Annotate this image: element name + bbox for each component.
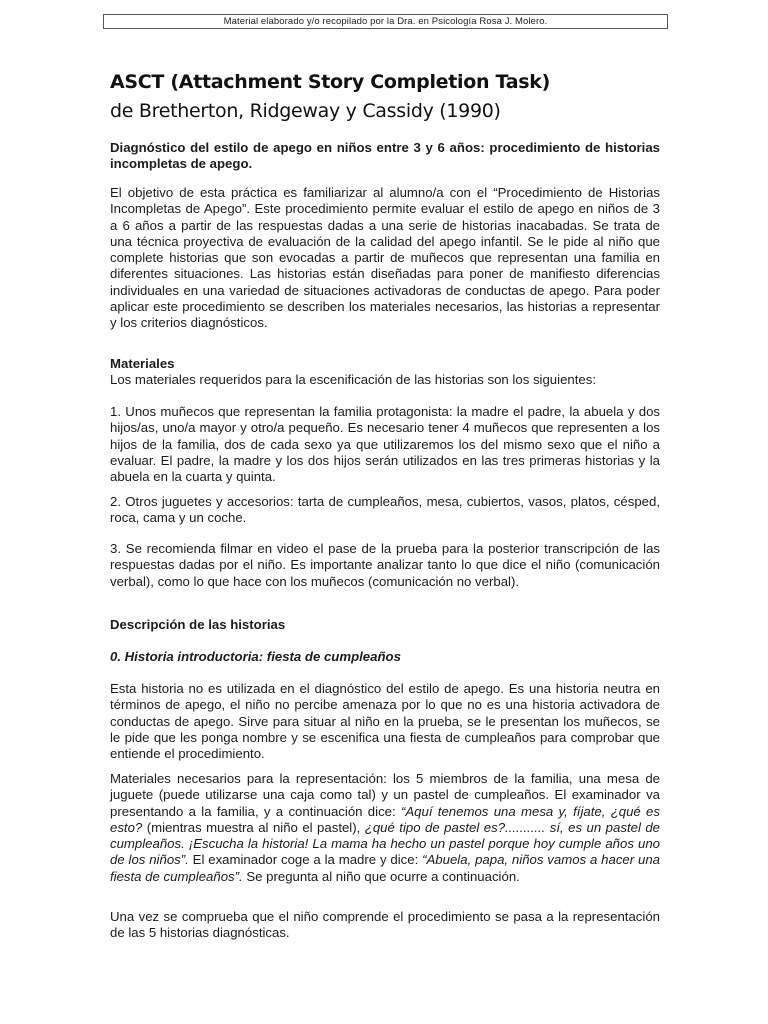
materials-intro: Los materiales requeridos para la escenificación de las historias son los siguientes:: [110, 372, 596, 387]
materials-item-2: 2. Otros juguetes y accesorios: tarta de cumpleaños, mesa, cubiertos, vasos, platos, césped, roca, cama y un coche.: [110, 494, 660, 526]
quote-3: “Abuela, papa, niños vamos a hacer una fiesta de cumpleaños”.: [110, 852, 661, 884]
quote-2-note: El examinador coge a la madre y dice:: [188, 852, 423, 868]
story0-heading: 0. Historia introductoria: fiesta de cumpleaños: [110, 649, 401, 664]
materials-item-1: 1. Unos muñecos que representan la familia protagonista: la madre el padre, la abuela y dos hijos/as, uno/a mayor y otro/a pequeño. Es necesario tener 4 muñecos que representen a los hijos de la familia, dos de cada sexo ya que utilizaremos los del mismo sexo que el niño a evaluar. El padre, la madre y los dos hijos serán utilizados en las tres primeras historias y la abuela en la cuarta y quinta.: [110, 404, 660, 485]
story0-materials: [110, 771, 660, 885]
quote-1-note: (mientras muestra al niño el pastel),: [142, 819, 361, 835]
quote-1: “Aquí tenemos una mesa y, fíjate, ¿qué es esto?: [110, 803, 660, 835]
story0-materials-text: Materiales necesarios para la representación: los 5 miembros de la familia, una mesa de juguete (puede utilizarse una caja como tal) y un pastel de cumpleaños. El examinador va presentando a la familia, y a continuación dice:: [110, 771, 660, 819]
header-credit: Material elaborado y/o recopilado por la Dra. en Psicología Rosa J. Molero.: [103, 14, 668, 29]
quote-3-note: Se pregunta al niño que ocurre a continuación.: [242, 868, 520, 884]
document-title: ASCT (Attachment Story Completion Task): [110, 71, 551, 93]
document-subtitle: de Bretherton, Ridgeway y Cassidy (1990): [110, 100, 501, 122]
materials-heading: Materiales: [110, 356, 175, 371]
intro-paragraph: El objetivo de esta práctica es familiarizar al alumno/a con el “Procedimiento de Historias Incompletas de Apego”. Este procedimiento permite evaluar el estilo de apego en niños de 3 a 6 años a partir de las respuestas dadas a una serie de historias inacabadas. Se trata de una técnica proyectiva de evaluación de la calidad del apego infantil. Se le pide al niño que complete historias que son evocadas a partir de muñecos que representan una familia en diferentes situaciones. Las historias están diseñadas para poner de manifiesto diferencias individuales en una variedad de situaciones activadoras de conductas de apego. Para poder aplicar este procedimiento se describen los materiales necesarios, las historias a representar y los criterios diagnósticos.: [110, 185, 660, 331]
main-heading: Diagnóstico del estilo de apego en niños entre 3 y 6 años: procedimiento de historias incompletas de apego.: [110, 140, 660, 172]
stories-heading: Descripción de las historias: [110, 617, 286, 632]
closing-paragraph: Una vez se comprueba que el niño comprende el procedimiento se pasa a la representación de las 5 historias diagnósticas.: [110, 909, 660, 941]
story0-paragraph: Esta historia no es utilizada en el diagnóstico del estilo de apego. Es una historia neutra en términos de apego, el niño no percibe amenaza por lo que no es una historia activadora de conductas de apego. Sirve para situar al niño en la prueba, se le presentan los muñecos, se le pide que les ponga nombre y se escenifica una fiesta de cumpleaños para comprobar que entiende el procedimiento.: [110, 681, 660, 762]
materials-item-3: 3. Se recomienda filmar en video el pase de la prueba para la posterior transcripción de las respuestas dadas por el niño. Es importante analizar tanto lo que dice el niño (comunicación verbal), como lo que hace con los muñecos (comunicación no verbal).: [110, 541, 660, 589]
quote-2: ¿qué tipo de pastel es?........... sí, es un pastel de cumpleaños. ¡Escucha la historia! La mama ha hecho un pastel porque hoy cumple años uno de los niños”.: [110, 819, 660, 868]
